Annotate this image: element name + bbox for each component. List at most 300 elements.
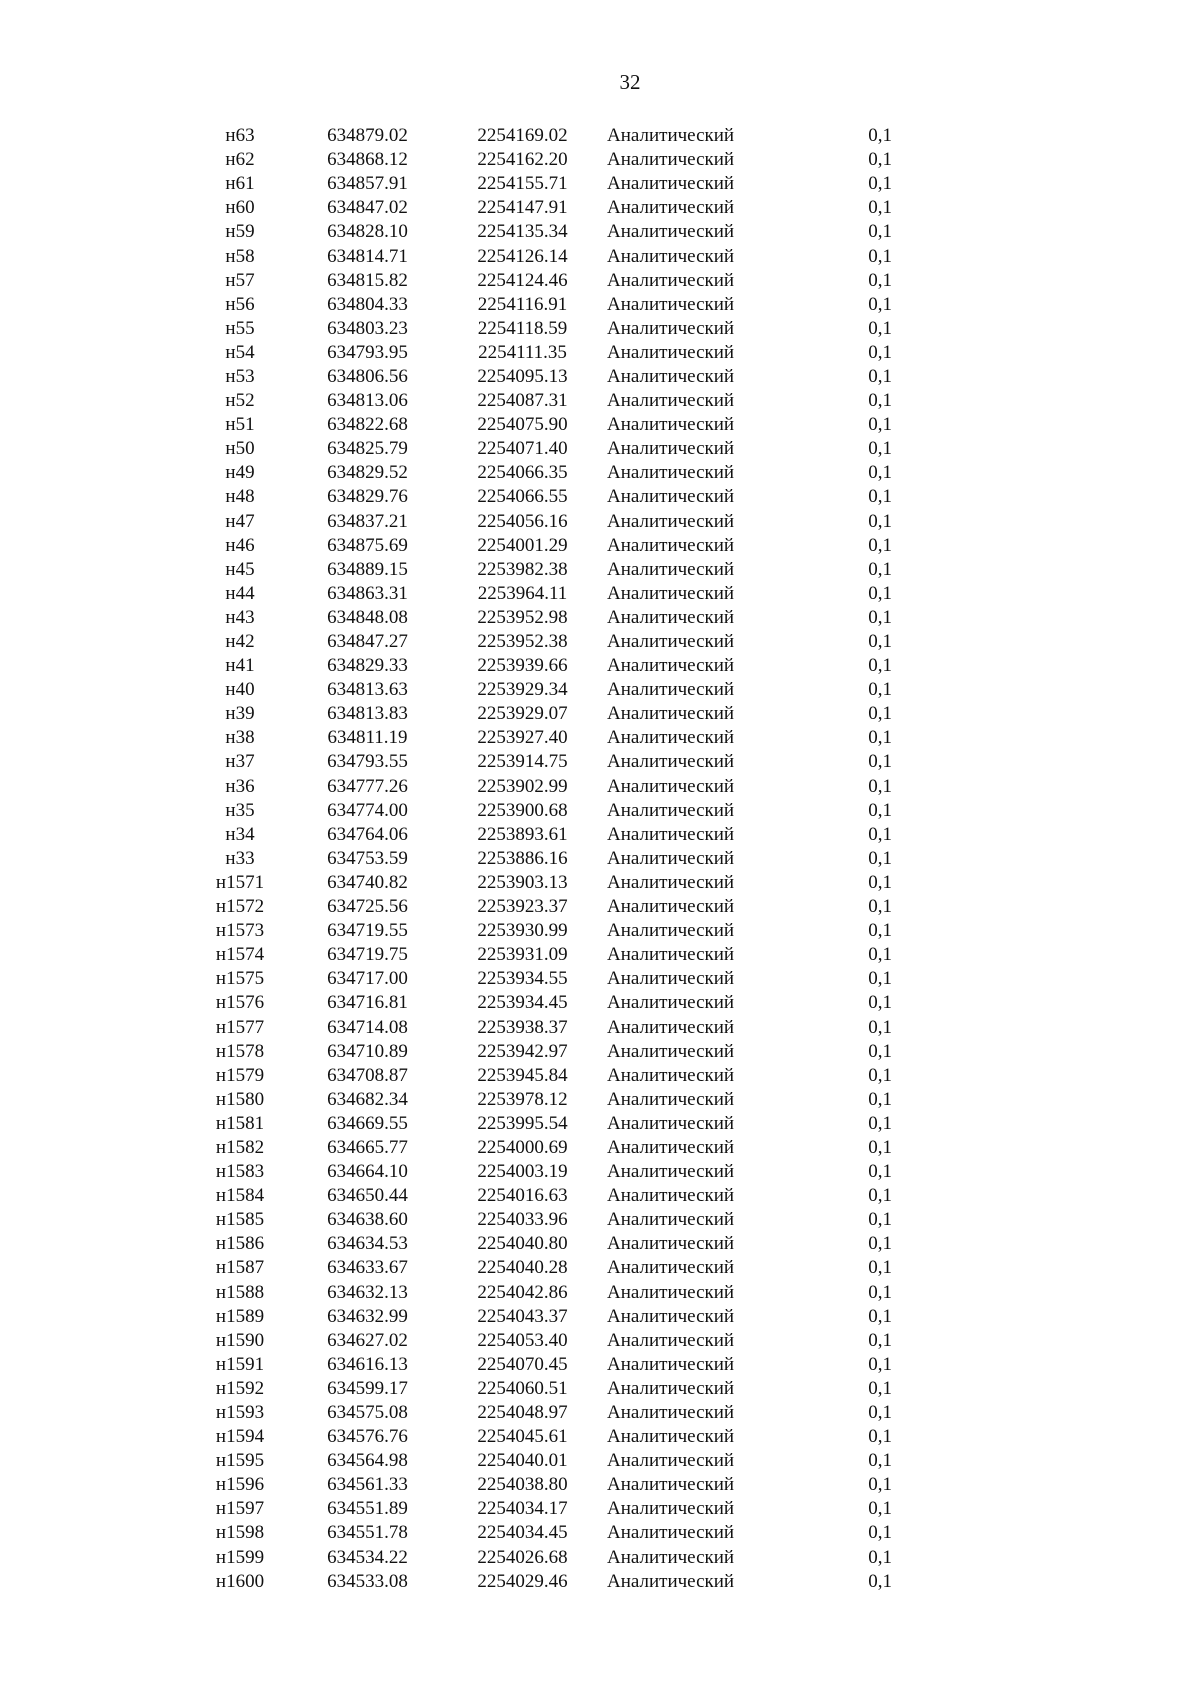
accuracy-cell: 0,1 (868, 799, 892, 821)
point-name-cell: н62 (225, 149, 255, 171)
point-name-cell: н53 (225, 365, 255, 387)
method-cell: Аналитический (607, 606, 735, 628)
point-name-cell: н1573 (215, 920, 265, 942)
accuracy-cell: 0,1 (868, 1498, 892, 1520)
method-cell: Аналитический (607, 1185, 735, 1207)
accuracy-cell: 0,1 (868, 1257, 892, 1279)
table-row (205, 1281, 892, 1305)
y-coordinate-cell: 2254000.69 (477, 1136, 568, 1158)
accuracy-cell: 0,1 (868, 221, 892, 243)
method-cell: Аналитический (607, 558, 735, 580)
point-name-cell: н55 (225, 317, 255, 339)
x-coordinate-cell: 634717.00 (327, 968, 408, 990)
point-name-cell: н58 (225, 245, 255, 267)
accuracy-cell: 0,1 (868, 390, 892, 412)
accuracy-cell: 0,1 (868, 1281, 892, 1303)
accuracy-cell: 0,1 (868, 1016, 892, 1038)
table-row (205, 871, 892, 895)
point-name-cell: н1599 (215, 1546, 265, 1568)
x-coordinate-cell: 634633.67 (327, 1257, 408, 1279)
point-name-cell: н33 (225, 847, 255, 869)
x-coordinate-cell: 634719.55 (327, 920, 408, 942)
accuracy-cell: 0,1 (868, 631, 892, 653)
method-cell: Аналитический (607, 968, 735, 990)
y-coordinate-cell: 2254034.45 (477, 1522, 568, 1544)
method-cell: Аналитический (607, 823, 735, 845)
point-name-cell: н1571 (215, 871, 265, 893)
x-coordinate-cell: 634682.34 (327, 1088, 408, 1110)
x-coordinate-cell: 634638.60 (327, 1209, 408, 1231)
x-coordinate-cell: 634634.53 (327, 1233, 408, 1255)
y-coordinate-cell: 2254124.46 (477, 269, 568, 291)
method-cell: Аналитический (607, 125, 735, 147)
table-row (205, 1497, 892, 1521)
y-coordinate-cell: 2253952.38 (477, 631, 568, 653)
method-cell: Аналитический (607, 1450, 735, 1472)
accuracy-cell: 0,1 (868, 365, 892, 387)
point-name-cell: н40 (225, 679, 255, 701)
table-row (205, 1160, 892, 1184)
point-name-cell: н39 (225, 703, 255, 725)
method-cell: Аналитический (607, 751, 735, 773)
x-coordinate-cell: 634576.76 (327, 1426, 408, 1448)
method-cell: Аналитический (607, 438, 735, 460)
accuracy-cell: 0,1 (868, 896, 892, 918)
y-coordinate-cell: 2253903.13 (477, 871, 568, 893)
x-coordinate-cell: 634551.78 (327, 1522, 408, 1544)
point-name-cell: н1592 (215, 1377, 265, 1399)
method-cell: Аналитический (607, 1305, 735, 1327)
method-cell: Аналитический (607, 679, 735, 701)
method-cell: Аналитический (607, 1088, 735, 1110)
accuracy-cell: 0,1 (868, 1209, 892, 1231)
method-cell: Аналитический (607, 317, 735, 339)
table-row (205, 317, 892, 341)
y-coordinate-cell: 2253886.16 (477, 847, 568, 869)
accuracy-cell: 0,1 (868, 847, 892, 869)
table-row (205, 895, 892, 919)
x-coordinate-cell: 634889.15 (327, 558, 408, 580)
table-row (205, 1449, 892, 1473)
x-coordinate-cell: 634777.26 (327, 775, 408, 797)
accuracy-cell: 0,1 (868, 462, 892, 484)
point-name-cell: н49 (225, 462, 255, 484)
accuracy-cell: 0,1 (868, 173, 892, 195)
accuracy-cell: 0,1 (868, 1402, 892, 1424)
point-name-cell: н1576 (215, 992, 265, 1014)
y-coordinate-cell: 2253931.09 (477, 944, 568, 966)
point-name-cell: н52 (225, 390, 255, 412)
table-row (205, 1546, 892, 1570)
y-coordinate-cell: 2253952.98 (477, 606, 568, 628)
y-coordinate-cell: 2254060.51 (477, 1377, 568, 1399)
y-coordinate-cell: 2254033.96 (477, 1209, 568, 1231)
x-coordinate-cell: 634627.02 (327, 1329, 408, 1351)
point-name-cell: н34 (225, 823, 255, 845)
table-row (205, 967, 892, 991)
accuracy-cell: 0,1 (868, 992, 892, 1014)
table-row (205, 606, 892, 630)
accuracy-cell: 0,1 (868, 1377, 892, 1399)
point-name-cell: н63 (225, 125, 255, 147)
method-cell: Аналитический (607, 1040, 735, 1062)
point-name-cell: н35 (225, 799, 255, 821)
x-coordinate-cell: 634716.81 (327, 992, 408, 1014)
x-coordinate-cell: 634837.21 (327, 510, 408, 532)
y-coordinate-cell: 2254126.14 (477, 245, 568, 267)
accuracy-cell: 0,1 (868, 1185, 892, 1207)
table-row (205, 582, 892, 606)
method-cell: Аналитический (607, 1377, 735, 1399)
y-coordinate-cell: 2253995.54 (477, 1112, 568, 1134)
table-row (205, 702, 892, 726)
y-coordinate-cell: 2254042.86 (477, 1281, 568, 1303)
method-cell: Аналитический (607, 1209, 735, 1231)
point-name-cell: н42 (225, 631, 255, 653)
table-row (205, 1329, 892, 1353)
table-row (205, 437, 892, 461)
method-cell: Аналитический (607, 1112, 735, 1134)
table-row (205, 124, 892, 148)
y-coordinate-cell: 2253934.45 (477, 992, 568, 1014)
point-name-cell: н1575 (215, 968, 265, 990)
y-coordinate-cell: 2254016.63 (477, 1185, 568, 1207)
y-coordinate-cell: 2254040.28 (477, 1257, 568, 1279)
x-coordinate-cell: 634813.06 (327, 390, 408, 412)
x-coordinate-cell: 634822.68 (327, 414, 408, 436)
table-row (205, 534, 892, 558)
table-row (205, 847, 892, 871)
x-coordinate-cell: 634764.06 (327, 823, 408, 845)
y-coordinate-cell: 2253927.40 (477, 727, 568, 749)
point-name-cell: н36 (225, 775, 255, 797)
method-cell: Аналитический (607, 1329, 735, 1351)
method-cell: Аналитический (607, 221, 735, 243)
table-row (205, 1521, 892, 1545)
x-coordinate-cell: 634774.00 (327, 799, 408, 821)
point-name-cell: н1591 (215, 1353, 265, 1375)
x-coordinate-cell: 634534.22 (327, 1546, 408, 1568)
x-coordinate-cell: 634650.44 (327, 1185, 408, 1207)
accuracy-cell: 0,1 (868, 944, 892, 966)
accuracy-cell: 0,1 (868, 871, 892, 893)
x-coordinate-cell: 634714.08 (327, 1016, 408, 1038)
point-name-cell: н1580 (215, 1088, 265, 1110)
table-row (205, 269, 892, 293)
y-coordinate-cell: 2253929.34 (477, 679, 568, 701)
x-coordinate-cell: 634813.83 (327, 703, 408, 725)
table-row (205, 1064, 892, 1088)
method-cell: Аналитический (607, 269, 735, 291)
x-coordinate-cell: 634828.10 (327, 221, 408, 243)
y-coordinate-cell: 2254118.59 (477, 317, 568, 339)
method-cell: Аналитический (607, 414, 735, 436)
accuracy-cell: 0,1 (868, 775, 892, 797)
x-coordinate-cell: 634804.33 (327, 293, 408, 315)
y-coordinate-cell: 2254001.29 (477, 534, 568, 556)
point-name-cell: н1582 (215, 1136, 265, 1158)
accuracy-cell: 0,1 (868, 245, 892, 267)
x-coordinate-cell: 634719.75 (327, 944, 408, 966)
accuracy-cell: 0,1 (868, 414, 892, 436)
y-coordinate-cell: 2253964.11 (477, 582, 568, 604)
method-cell: Аналитический (607, 799, 735, 821)
x-coordinate-cell: 634848.08 (327, 606, 408, 628)
table-row (205, 293, 892, 317)
table-row (205, 172, 892, 196)
table-row (205, 919, 892, 943)
point-name-cell: н60 (225, 197, 255, 219)
accuracy-cell: 0,1 (868, 1474, 892, 1496)
x-coordinate-cell: 634551.89 (327, 1498, 408, 1520)
x-coordinate-cell: 634847.27 (327, 631, 408, 653)
x-coordinate-cell: 634829.33 (327, 655, 408, 677)
point-name-cell: н1586 (215, 1233, 265, 1255)
method-cell: Аналитический (607, 1570, 735, 1592)
method-cell: Аналитический (607, 1353, 735, 1375)
y-coordinate-cell: 2254029.46 (477, 1570, 568, 1592)
y-coordinate-cell: 2254026.68 (477, 1546, 568, 1568)
table-row (205, 1401, 892, 1425)
method-cell: Аналитический (607, 920, 735, 942)
x-coordinate-cell: 634599.17 (327, 1377, 408, 1399)
x-coordinate-cell: 634564.98 (327, 1450, 408, 1472)
accuracy-cell: 0,1 (868, 438, 892, 460)
x-coordinate-cell: 634875.69 (327, 534, 408, 556)
y-coordinate-cell: 2253929.07 (477, 703, 568, 725)
table-row (205, 654, 892, 678)
point-name-cell: н1584 (215, 1185, 265, 1207)
method-cell: Аналитический (607, 703, 735, 725)
point-name-cell: н47 (225, 510, 255, 532)
accuracy-cell: 0,1 (868, 1112, 892, 1134)
accuracy-cell: 0,1 (868, 727, 892, 749)
y-coordinate-cell: 2254040.80 (477, 1233, 568, 1255)
method-cell: Аналитический (607, 245, 735, 267)
accuracy-cell: 0,1 (868, 679, 892, 701)
x-coordinate-cell: 634665.77 (327, 1136, 408, 1158)
accuracy-cell: 0,1 (868, 1353, 892, 1375)
y-coordinate-cell: 2254071.40 (477, 438, 568, 460)
point-name-cell: н1577 (215, 1016, 265, 1038)
y-coordinate-cell: 2254045.61 (477, 1426, 568, 1448)
y-coordinate-cell: 2253923.37 (477, 896, 568, 918)
x-coordinate-cell: 634847.02 (327, 197, 408, 219)
table-row (205, 485, 892, 509)
point-name-cell: н1589 (215, 1305, 265, 1327)
table-row (205, 365, 892, 389)
method-cell: Аналитический (607, 1161, 735, 1183)
point-name-cell: н1590 (215, 1329, 265, 1351)
accuracy-cell: 0,1 (868, 197, 892, 219)
y-coordinate-cell: 2253982.38 (477, 558, 568, 580)
method-cell: Аналитический (607, 847, 735, 869)
y-coordinate-cell: 2253945.84 (477, 1064, 568, 1086)
x-coordinate-cell: 634561.33 (327, 1474, 408, 1496)
method-cell: Аналитический (607, 534, 735, 556)
y-coordinate-cell: 2254087.31 (477, 390, 568, 412)
y-coordinate-cell: 2253942.97 (477, 1040, 568, 1062)
y-coordinate-cell: 2253939.66 (477, 655, 568, 677)
x-coordinate-cell: 634879.02 (327, 125, 408, 147)
accuracy-cell: 0,1 (868, 823, 892, 845)
x-coordinate-cell: 634868.12 (327, 149, 408, 171)
point-name-cell: н1600 (215, 1570, 265, 1592)
table-row (205, 1208, 892, 1232)
method-cell: Аналитический (607, 1281, 735, 1303)
method-cell: Аналитический (607, 871, 735, 893)
point-name-cell: н41 (225, 655, 255, 677)
accuracy-cell: 0,1 (868, 920, 892, 942)
accuracy-cell: 0,1 (868, 534, 892, 556)
method-cell: Аналитический (607, 341, 735, 363)
y-coordinate-cell: 2253930.99 (477, 920, 568, 942)
x-coordinate-cell: 634575.08 (327, 1402, 408, 1424)
y-coordinate-cell: 2253978.12 (477, 1088, 568, 1110)
x-coordinate-cell: 634829.52 (327, 462, 408, 484)
x-coordinate-cell: 634857.91 (327, 173, 408, 195)
method-cell: Аналитический (607, 582, 735, 604)
y-coordinate-cell: 2254075.90 (477, 414, 568, 436)
method-cell: Аналитический (607, 1522, 735, 1544)
table-row (205, 991, 892, 1015)
table-row (205, 1112, 892, 1136)
point-name-cell: н1597 (215, 1498, 265, 1520)
method-cell: Аналитический (607, 775, 735, 797)
point-name-cell: н1583 (215, 1161, 265, 1183)
x-coordinate-cell: 634803.23 (327, 317, 408, 339)
x-coordinate-cell: 634825.79 (327, 438, 408, 460)
method-cell: Аналитический (607, 1474, 735, 1496)
method-cell: Аналитический (607, 149, 735, 171)
accuracy-cell: 0,1 (868, 293, 892, 315)
point-name-cell: н57 (225, 269, 255, 291)
y-coordinate-cell: 2254053.40 (477, 1329, 568, 1351)
table-row (205, 1570, 892, 1594)
point-name-cell: н1572 (215, 896, 265, 918)
y-coordinate-cell: 2254147.91 (477, 197, 568, 219)
table-row (205, 1040, 892, 1064)
method-cell: Аналитический (607, 1402, 735, 1424)
point-name-cell: н46 (225, 534, 255, 556)
method-cell: Аналитический (607, 655, 735, 677)
y-coordinate-cell: 2254066.35 (477, 462, 568, 484)
point-name-cell: н1598 (215, 1522, 265, 1544)
point-name-cell: н1587 (215, 1257, 265, 1279)
x-coordinate-cell: 634632.99 (327, 1305, 408, 1327)
accuracy-cell: 0,1 (868, 606, 892, 628)
point-name-cell: н1574 (215, 944, 265, 966)
point-name-cell: н37 (225, 751, 255, 773)
table-row (205, 726, 892, 750)
x-coordinate-cell: 634815.82 (327, 269, 408, 291)
accuracy-cell: 0,1 (868, 655, 892, 677)
table-row (205, 510, 892, 534)
x-coordinate-cell: 634753.59 (327, 847, 408, 869)
method-cell: Аналитический (607, 486, 735, 508)
y-coordinate-cell: 2254048.97 (477, 1402, 568, 1424)
accuracy-cell: 0,1 (868, 125, 892, 147)
accuracy-cell: 0,1 (868, 1136, 892, 1158)
y-coordinate-cell: 2254116.91 (477, 293, 568, 315)
y-coordinate-cell: 2253934.55 (477, 968, 568, 990)
y-coordinate-cell: 2253938.37 (477, 1016, 568, 1038)
method-cell: Аналитический (607, 173, 735, 195)
y-coordinate-cell: 2253902.99 (477, 775, 568, 797)
method-cell: Аналитический (607, 1136, 735, 1158)
method-cell: Аналитический (607, 992, 735, 1014)
table-row (205, 1136, 892, 1160)
y-coordinate-cell: 2254003.19 (477, 1161, 568, 1183)
point-name-cell: н38 (225, 727, 255, 749)
coordinates-table (205, 124, 892, 1594)
x-coordinate-cell: 634616.13 (327, 1353, 408, 1375)
method-cell: Аналитический (607, 1426, 735, 1448)
table-row (205, 341, 892, 365)
table-row (205, 558, 892, 582)
table-row (205, 148, 892, 172)
table-row (205, 1473, 892, 1497)
accuracy-cell: 0,1 (868, 558, 892, 580)
accuracy-cell: 0,1 (868, 582, 892, 604)
table-row (205, 244, 892, 268)
table-row (205, 1377, 892, 1401)
y-coordinate-cell: 2254111.35 (478, 341, 567, 363)
table-row (205, 1015, 892, 1039)
table-row (205, 1232, 892, 1256)
point-name-cell: н43 (225, 606, 255, 628)
table-row (205, 220, 892, 244)
x-coordinate-cell: 634664.10 (327, 1161, 408, 1183)
y-coordinate-cell: 2254040.01 (477, 1450, 568, 1472)
method-cell: Аналитический (607, 631, 735, 653)
x-coordinate-cell: 634725.56 (327, 896, 408, 918)
accuracy-cell: 0,1 (868, 1570, 892, 1592)
point-name-cell: н1593 (215, 1402, 265, 1424)
table-row (205, 1256, 892, 1280)
method-cell: Аналитический (607, 462, 735, 484)
x-coordinate-cell: 634669.55 (327, 1112, 408, 1134)
point-name-cell: н1578 (215, 1040, 265, 1062)
accuracy-cell: 0,1 (868, 1040, 892, 1062)
y-coordinate-cell: 2254034.17 (477, 1498, 568, 1520)
y-coordinate-cell: 2254070.45 (477, 1353, 568, 1375)
accuracy-cell: 0,1 (868, 149, 892, 171)
accuracy-cell: 0,1 (868, 510, 892, 532)
x-coordinate-cell: 634829.76 (327, 486, 408, 508)
x-coordinate-cell: 634806.56 (327, 365, 408, 387)
x-coordinate-cell: 634632.13 (327, 1281, 408, 1303)
y-coordinate-cell: 2253893.61 (477, 823, 568, 845)
point-name-cell: н1596 (215, 1474, 265, 1496)
method-cell: Аналитический (607, 727, 735, 749)
table-row (205, 1353, 892, 1377)
y-coordinate-cell: 2253914.75 (477, 751, 568, 773)
method-cell: Аналитический (607, 1257, 735, 1279)
point-name-cell: н59 (225, 221, 255, 243)
accuracy-cell: 0,1 (868, 1546, 892, 1568)
x-coordinate-cell: 634814.71 (327, 245, 408, 267)
y-coordinate-cell: 2254066.55 (477, 486, 568, 508)
accuracy-cell: 0,1 (868, 341, 892, 363)
point-name-cell: н50 (225, 438, 255, 460)
accuracy-cell: 0,1 (868, 1161, 892, 1183)
point-name-cell: н61 (225, 173, 255, 195)
page-number: 32 (619, 70, 641, 94)
x-coordinate-cell: 634710.89 (327, 1040, 408, 1062)
x-coordinate-cell: 634708.87 (327, 1064, 408, 1086)
y-coordinate-cell: 2254038.80 (477, 1474, 568, 1496)
